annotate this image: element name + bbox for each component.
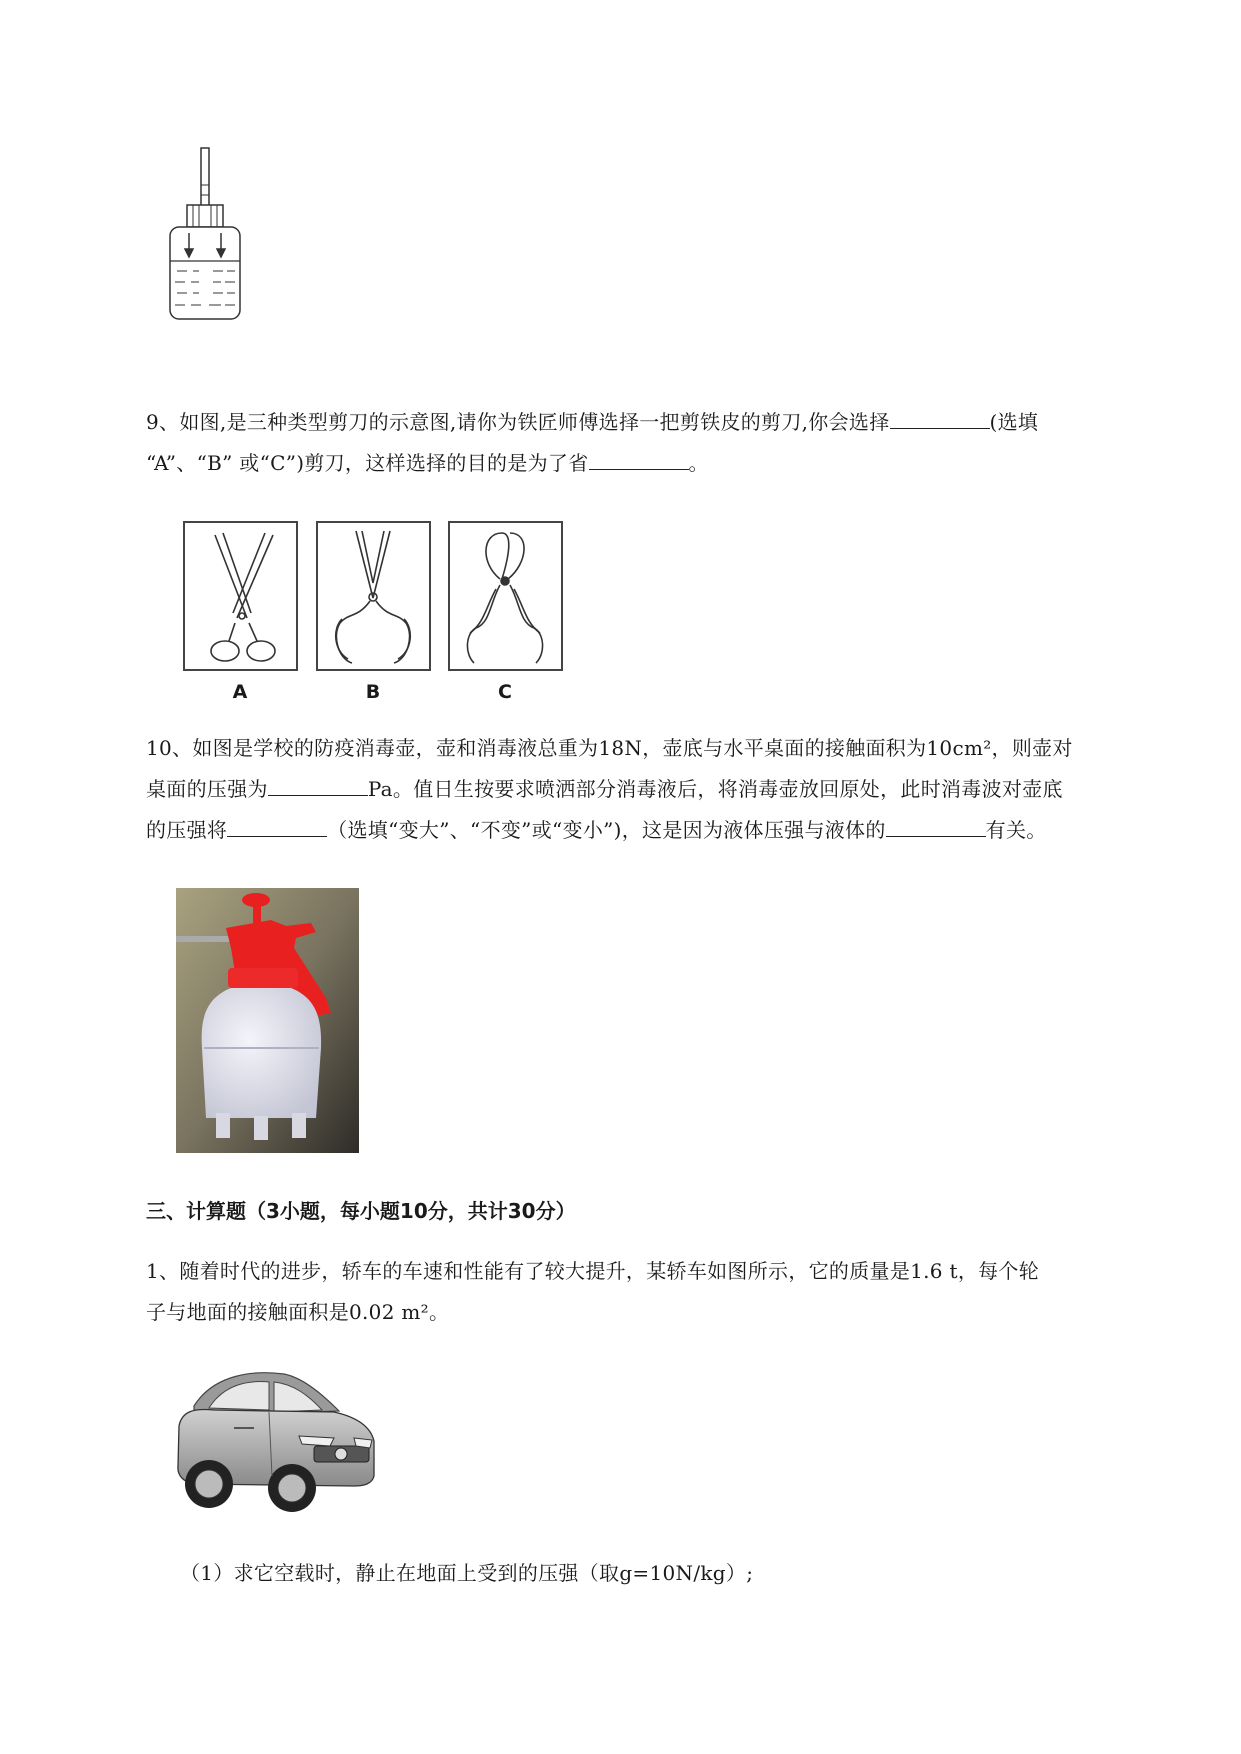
calc-question-1-sub-1: （1）求它空载时，静止在地面上受到的压强（取g=10N/kg）;: [180, 1561, 754, 1585]
calc-question-1-line-1: 1、随着时代的进步，轿车的车速和性能有了较大提升，某轿车如图所示，它的质量是1.6 t，每个轮: [146, 1259, 1040, 1283]
scissors-c-box: [448, 521, 563, 671]
answer-blank[interactable]: [890, 406, 990, 429]
answer-blank[interactable]: [589, 447, 689, 470]
answer-blank[interactable]: [227, 814, 327, 837]
spray-bottle-photo: [176, 888, 359, 1153]
scissors-label-c: C: [498, 681, 512, 703]
question-10-line-3: 的压强将 （选填“变大”、“不变”或“变小”)，这是因为液体压强与液体的 有关。: [146, 810, 1166, 851]
scissors-a-box: [183, 521, 298, 671]
answer-blank[interactable]: [886, 814, 986, 837]
question-9: [146, 402, 1166, 484]
question-9-line-1: 9、如图,是三种类型剪刀的示意图,请你为铁匠师傅选择一把剪铁皮的剪刀,你会选择 (选填: [146, 402, 1166, 443]
section-heading: 三、计算题（3小题，每小题10分，共计30分）: [146, 1199, 576, 1223]
calc-question-1-line-2: 子与地面的接触面积是0.02 m²。: [146, 1300, 450, 1324]
scissors-b-icon: [318, 523, 429, 669]
car-image: [174, 1366, 378, 1516]
scissors-c-icon: [450, 523, 561, 669]
scissors-figure: [183, 521, 563, 701]
scissors-label-b: B: [365, 681, 381, 703]
scissors-a-icon: [185, 523, 296, 669]
bottle-diagram: [165, 145, 245, 325]
answer-blank[interactable]: [268, 773, 368, 796]
scissors-b-box: [316, 521, 431, 671]
question-9-line-2: “A”、“B” 或“C”)剪刀，这样选择的目的是为了省 。: [146, 443, 1166, 484]
scissors-label-a: A: [232, 681, 248, 703]
question-10-line-1: 10、如图是学校的防疫消毒壶，壶和消毒液总重为18N，壶底与水平桌面的接触面积为10cm²，则壶对: [146, 736, 1073, 760]
question-10-line-2: 桌面的压强为 Pa。值日生按要求喷洒部分消毒液后，将消毒壶放回原处，此时消毒波对壶底: [146, 769, 1166, 810]
calc-question-1: [146, 1251, 1166, 1333]
question-10: [146, 728, 1166, 851]
